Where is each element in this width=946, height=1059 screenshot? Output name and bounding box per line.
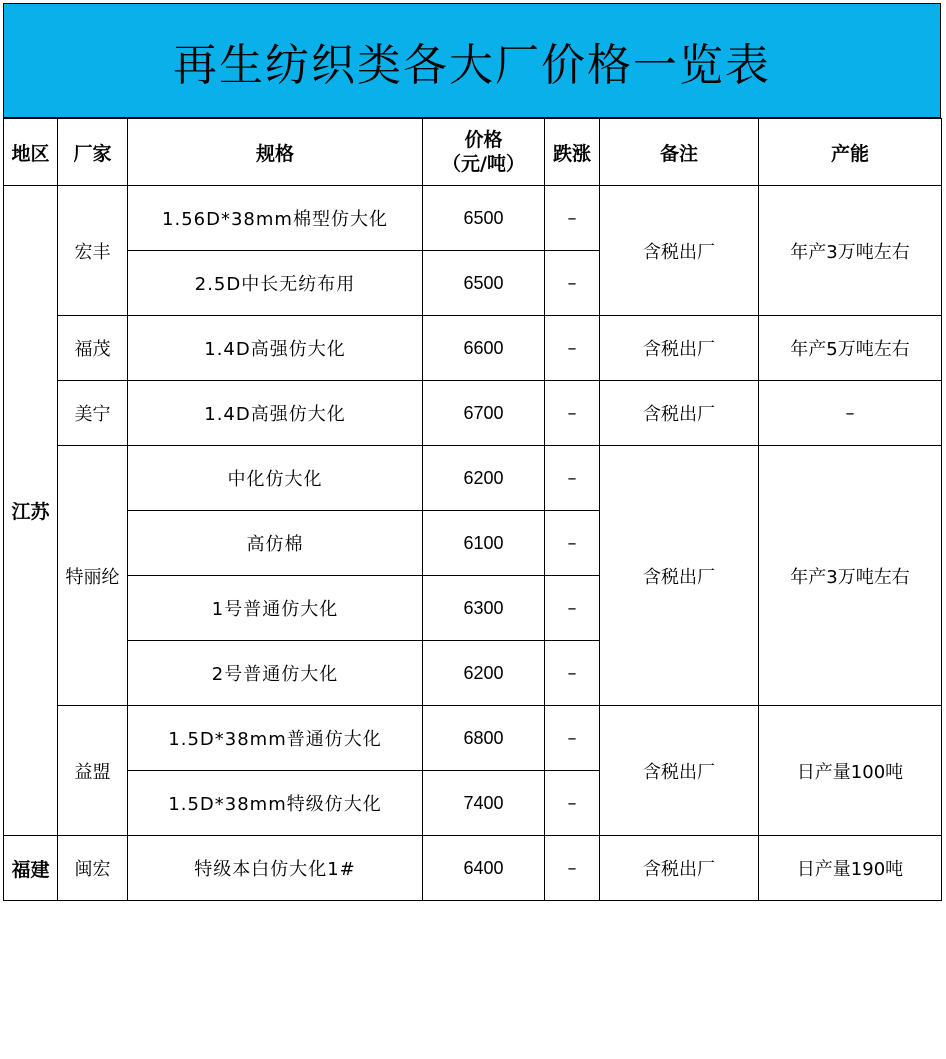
header-factory: 厂家	[58, 119, 128, 186]
region-cell-jiangsu: 江苏	[4, 186, 58, 836]
table-row	[4, 706, 942, 771]
change-cell: –	[545, 771, 600, 836]
factory-cell-yimeng: 益盟	[58, 706, 128, 836]
table-row	[4, 836, 942, 901]
spec-cell: 1.4D高强仿大化	[128, 316, 423, 381]
price-cell: 6800	[423, 706, 545, 771]
price-sheet	[3, 3, 941, 901]
spec-cell: 1.5D*38mm特级仿大化	[128, 771, 423, 836]
capacity-cell-hongfeng: 年产3万吨左右	[759, 186, 942, 316]
header-spec: 规格	[128, 119, 423, 186]
capacity-cell-telilun: 年产3万吨左右	[759, 446, 942, 706]
change-cell: –	[545, 706, 600, 771]
price-cell: 6500	[423, 186, 545, 251]
header-row	[4, 119, 942, 186]
spec-cell: 1.4D高强仿大化	[128, 381, 423, 446]
header-price-unit: （元/吨）	[442, 153, 525, 175]
change-cell: –	[545, 836, 600, 901]
price-cell: 6700	[423, 381, 545, 446]
spec-cell: 中化仿大化	[128, 446, 423, 511]
price-cell: 6200	[423, 641, 545, 706]
price-cell: 6100	[423, 511, 545, 576]
spec-cell: 1.5D*38mm普通仿大化	[128, 706, 423, 771]
capacity-cell-meining: –	[759, 381, 942, 446]
title-banner	[3, 3, 941, 118]
change-cell: –	[545, 186, 600, 251]
note-cell-fumao: 含税出厂	[600, 316, 759, 381]
table-row	[4, 316, 942, 381]
change-cell: –	[545, 511, 600, 576]
capacity-cell-yimeng: 日产量100吨	[759, 706, 942, 836]
change-cell: –	[545, 316, 600, 381]
change-cell: –	[545, 381, 600, 446]
capacity-cell-minhong: 日产量190吨	[759, 836, 942, 901]
header-price	[423, 119, 545, 186]
header-note: 备注	[600, 119, 759, 186]
header-region: 地区	[4, 119, 58, 186]
note-cell-telilun: 含税出厂	[600, 446, 759, 706]
spec-cell: 特级本白仿大化1#	[128, 836, 423, 901]
factory-cell-fumao: 福茂	[58, 316, 128, 381]
table-row	[4, 381, 942, 446]
price-cell: 6600	[423, 316, 545, 381]
price-cell: 6200	[423, 446, 545, 511]
region-cell-fujian: 福建	[4, 836, 58, 901]
change-cell: –	[545, 251, 600, 316]
spec-cell: 2号普通仿大化	[128, 641, 423, 706]
note-cell-minhong: 含税出厂	[600, 836, 759, 901]
price-cell: 7400	[423, 771, 545, 836]
spec-cell: 高仿棉	[128, 511, 423, 576]
change-cell: –	[545, 446, 600, 511]
header-capacity: 产能	[759, 119, 942, 186]
factory-cell-telilun: 特丽纶	[58, 446, 128, 706]
spec-cell: 1.56D*38mm棉型仿大化	[128, 186, 423, 251]
note-cell-hongfeng: 含税出厂	[600, 186, 759, 316]
header-price-label: 价格	[464, 129, 503, 151]
price-table	[3, 118, 942, 901]
factory-cell-hongfeng: 宏丰	[58, 186, 128, 316]
change-cell: –	[545, 576, 600, 641]
table-row	[4, 446, 942, 511]
price-cell: 6300	[423, 576, 545, 641]
factory-cell-minhong: 闽宏	[58, 836, 128, 901]
spec-cell: 2.5D中长无纺布用	[128, 251, 423, 316]
change-cell: –	[545, 641, 600, 706]
page-title: 再生纺织类各大厂价格一览表	[173, 39, 771, 91]
note-cell-meining: 含税出厂	[600, 381, 759, 446]
capacity-cell-fumao: 年产5万吨左右	[759, 316, 942, 381]
price-cell: 6500	[423, 251, 545, 316]
price-cell: 6400	[423, 836, 545, 901]
note-cell-yimeng: 含税出厂	[600, 706, 759, 836]
header-change: 跌涨	[545, 119, 600, 186]
factory-cell-meining: 美宁	[58, 381, 128, 446]
spec-cell: 1号普通仿大化	[128, 576, 423, 641]
table-row	[4, 186, 942, 251]
